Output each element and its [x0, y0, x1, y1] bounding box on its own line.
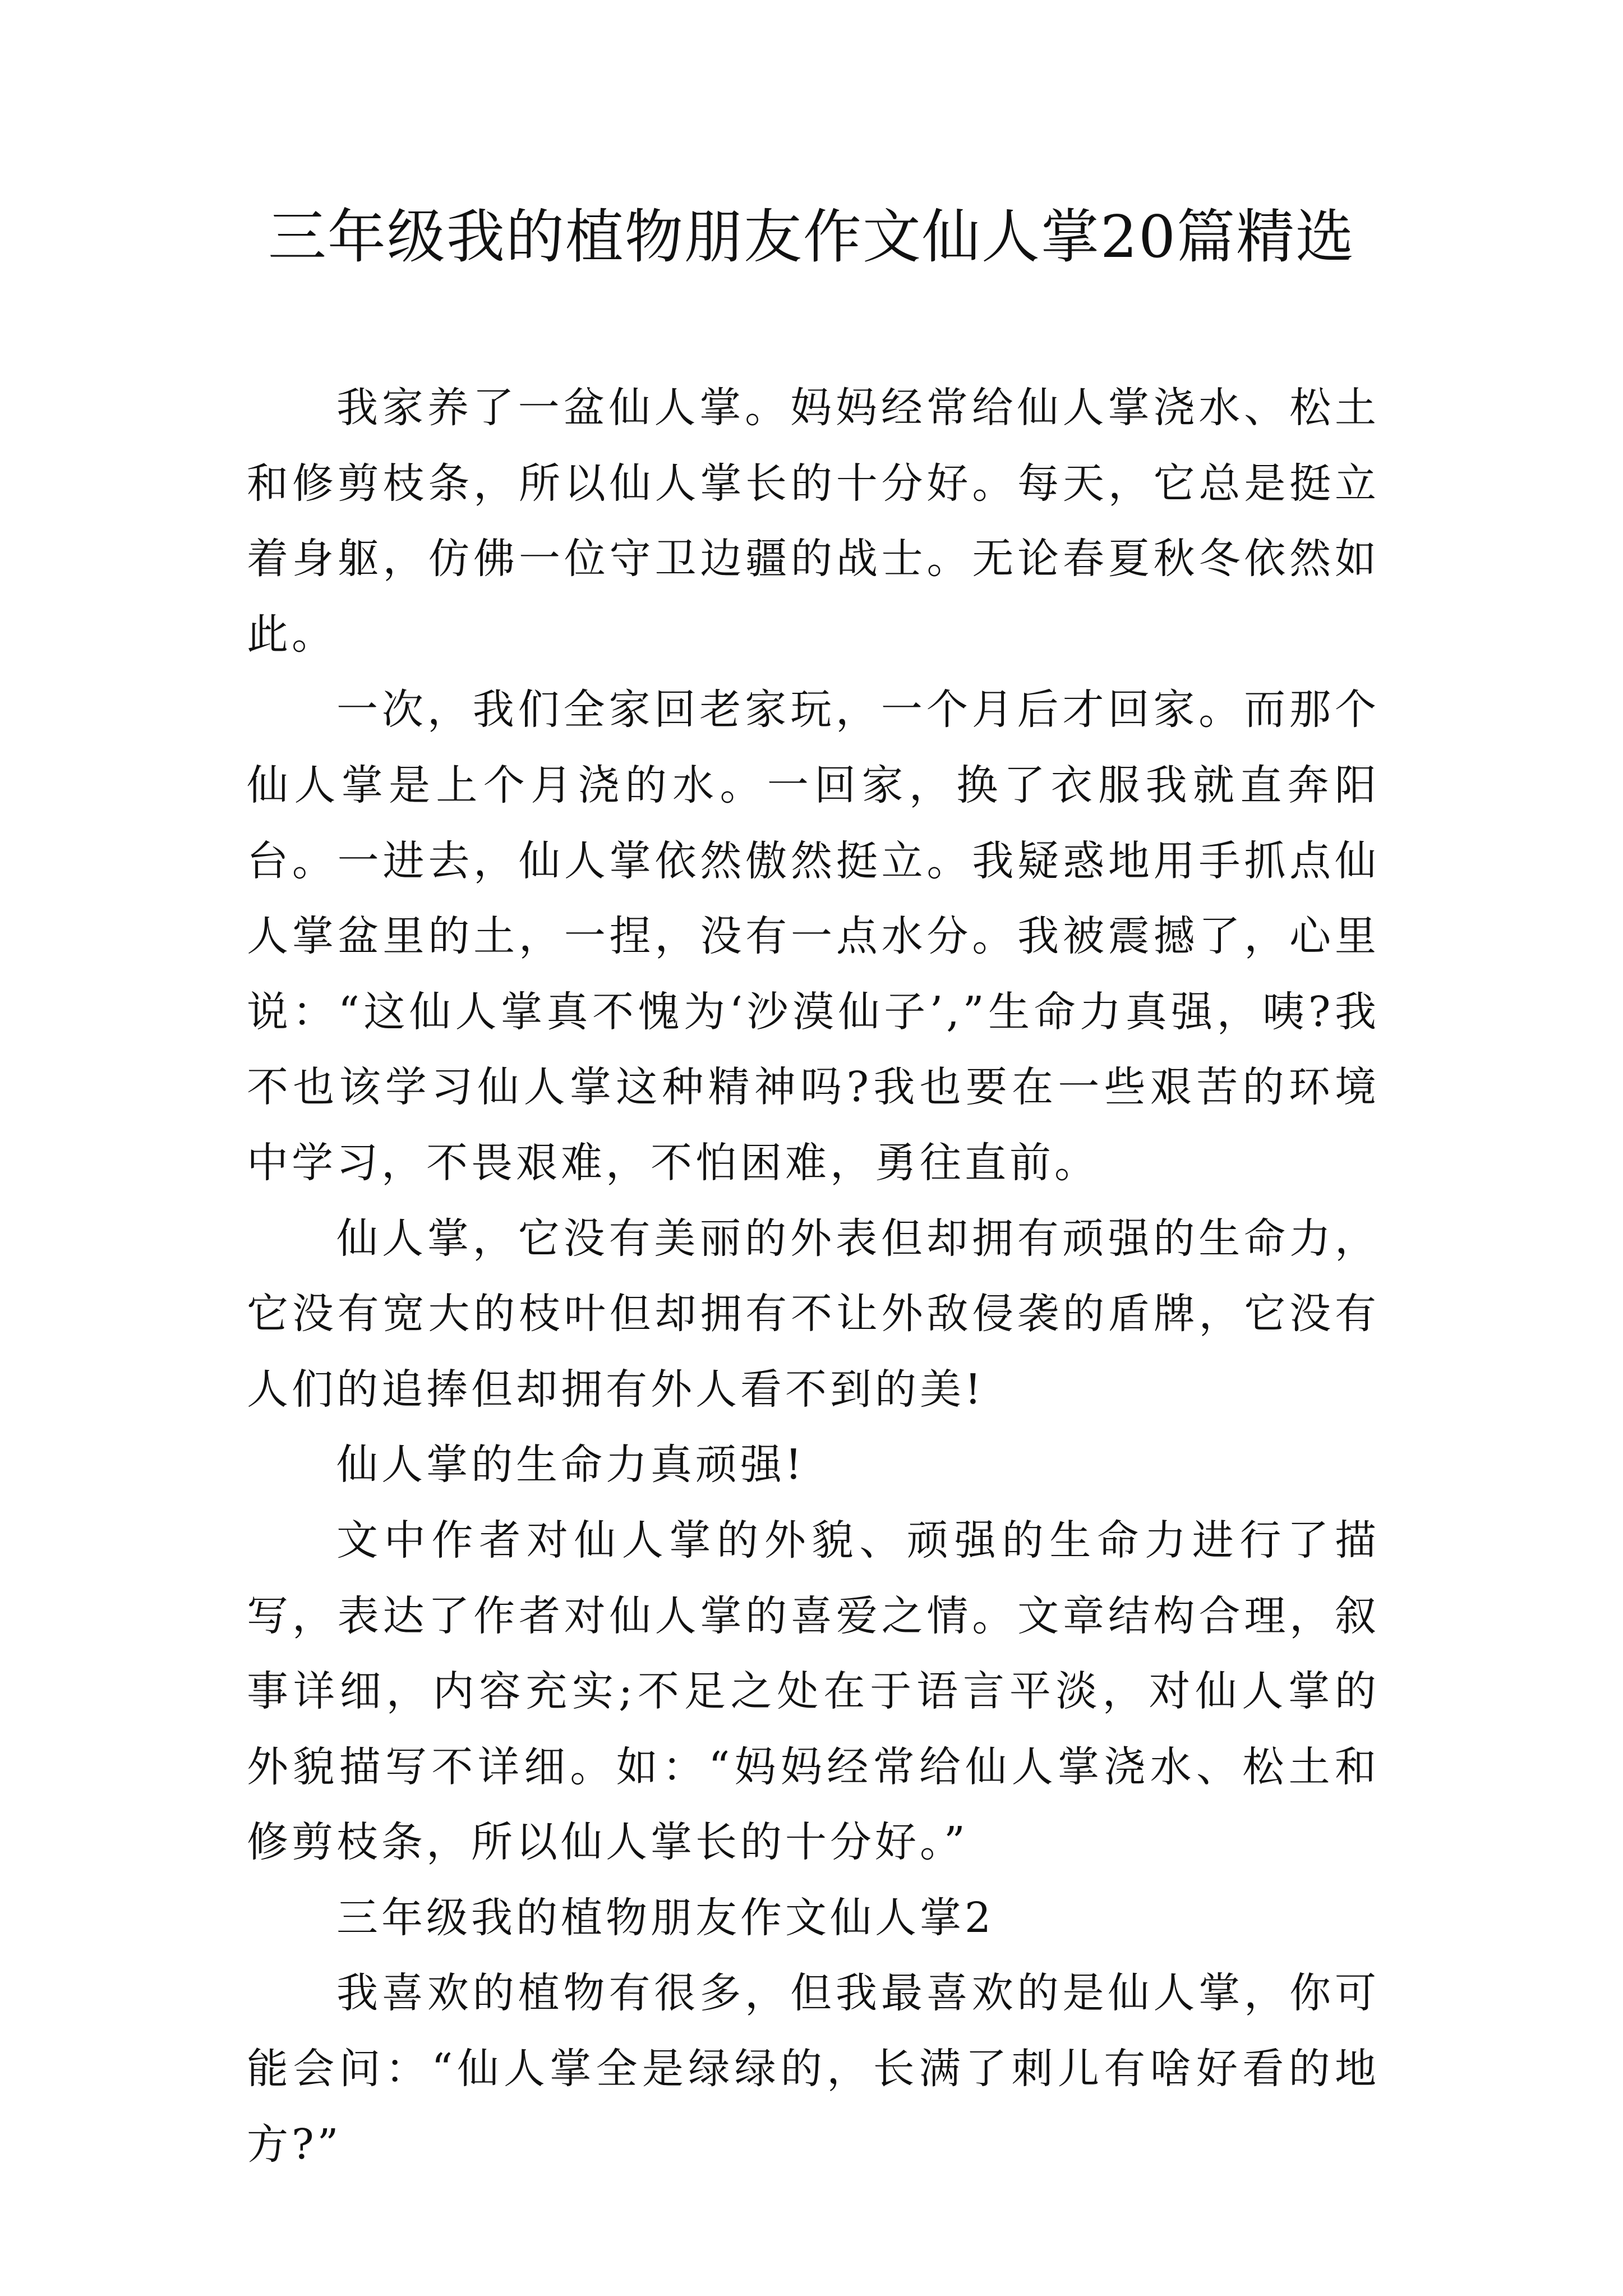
paragraph-3: 仙人掌，它没有美丽的外表但却拥有顽强的生命力，它没有宽大的枝叶但却拥有不让外敌侵袭的盾牌，它没有人们的追捧但却拥有外人看不到的美!: [247, 1214, 1380, 1414]
paragraph-6: 我喜欢的植物有很多，但我最喜欢的是仙人掌，你可能会问：“仙人掌全是绿绿的，长满了刺儿有啥好看的地方?”: [247, 1969, 1380, 2169]
document-body: [247, 370, 1380, 2182]
paragraph-1: 我家养了一盆仙人掌。妈妈经常给仙人掌浇水、松土和修剪枝条，所以仙人掌长的十分好。每天，它总是挺立着身躯，仿佛一位守卫边疆的战士。无论春夏秋冬依然如此。: [247, 384, 1380, 659]
paragraph-4: 仙人掌的生命力真顽强!: [336, 1441, 805, 1489]
document-title: 三年级我的植物朋友作文仙人掌20篇精选: [268, 203, 1355, 271]
paragraph-2: 一次，我们全家回老家玩，一个月后才回家。而那个仙人掌是上个月浇的水。一回家，换了衣服我就直奔阳台。一进去，仙人掌依然傲然挺立。我疑惑地用手抓点仙人掌盆里的土，一捏，没有一点水分。我被震撼了，心里说：“这仙人掌真不愧为‘沙漠仙子’,”生命力真强，咦?我不也该学习仙人掌这种精神吗?我也要在一些艰苦的环境中学习，不畏艰难，不怕困难，勇往直前。: [247, 685, 1380, 1187]
section-heading-2: 三年级我的植物朋友作文仙人掌2: [336, 1893, 995, 1942]
paragraph-5: 文中作者对仙人掌的外貌、顽强的生命力进行了描写，表达了作者对仙人掌的喜爱之情。文章结构合理，叙事详细，内容充实;不足之处在于语言平淡，对仙人掌的外貌描写不详细。如：“妈妈经常给仙人掌浇水、松土和修剪枝条，所以仙人掌长的十分好。”: [247, 1516, 1380, 1867]
